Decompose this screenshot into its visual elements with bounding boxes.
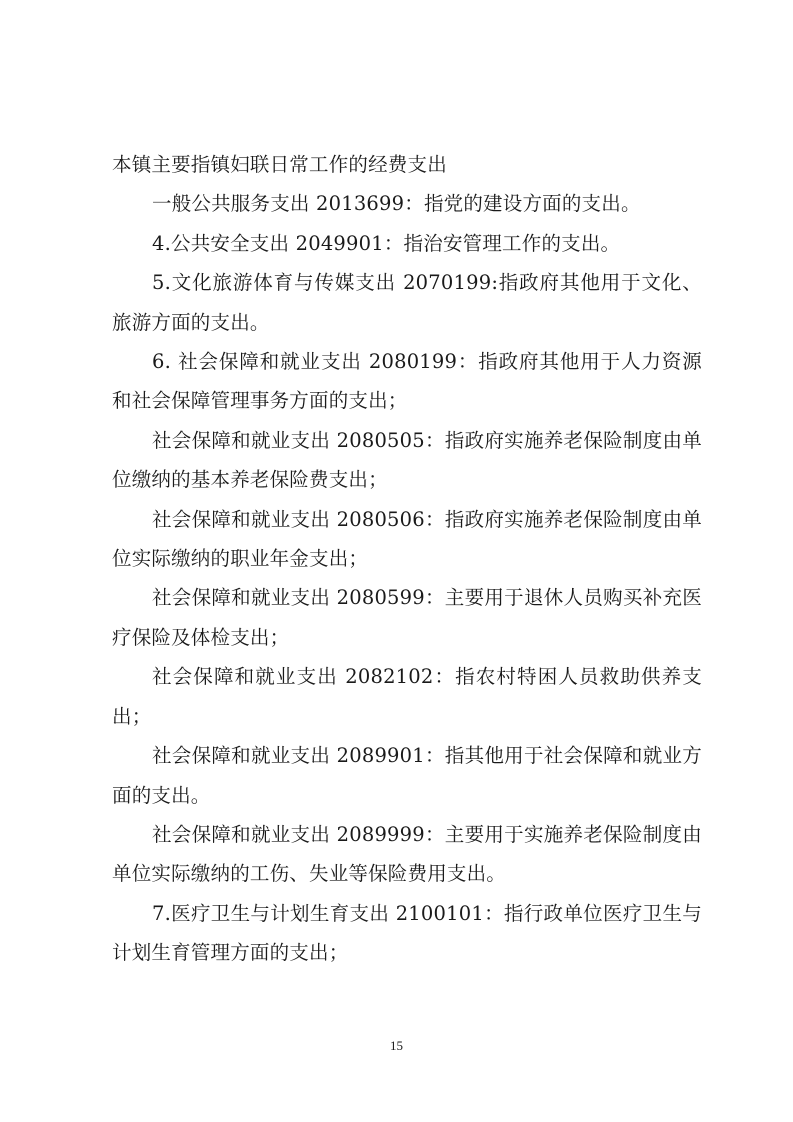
paragraph-2: 一般公共服务支出 2013699：指党的建设方面的支出。 (152, 192, 641, 216)
paragraph-12: 7.医疗卫生与计划生育支出 2100101：指行政单位医疗卫生与计划生育管理方面的支出； (112, 901, 702, 965)
paragraph-1: 本镇主要指镇妇联日常工作的经费支出 (112, 153, 447, 176)
paragraph-4: 5.文化旅游体育与传媒支出 2070199:指政府其他用于文化、旅游方面的支出。 (112, 271, 702, 334)
document-body (112, 145, 702, 973)
page-number: 15 (390, 1038, 403, 1053)
paragraph-9: 社会保障和就业支出 2082102：指农村特困人员救助供养支出； (112, 665, 702, 728)
paragraph-8: 社会保障和就业支出 2080599：主要用于退休人员购买补充医疗保险及体检支出； (112, 586, 702, 649)
paragraph-10: 社会保障和就业支出 2089901：指其他用于社会保障和就业方面的支出。 (112, 744, 702, 807)
paragraph-7: 社会保障和就业支出 2080506：指政府实施养老保险制度由单位实际缴纳的职业年金支出； (112, 507, 702, 571)
paragraph-3: 4.公共安全支出 2049901：指治安管理工作的支出。 (152, 231, 621, 255)
paragraph-5: 6. 社会保障和就业支出 2080199：指政府其他用于人力资源和社会保障管理事务方面的支出； (112, 350, 702, 413)
paragraph-6: 社会保障和就业支出 2080505：指政府实施养老保险制度由单位缴纳的基本养老保险费支出； (112, 428, 702, 492)
paragraph-11: 社会保障和就业支出 2089999：主要用于实施养老保险制度由单位实际缴纳的工伤、失业等保险费用支出。 (112, 822, 702, 886)
